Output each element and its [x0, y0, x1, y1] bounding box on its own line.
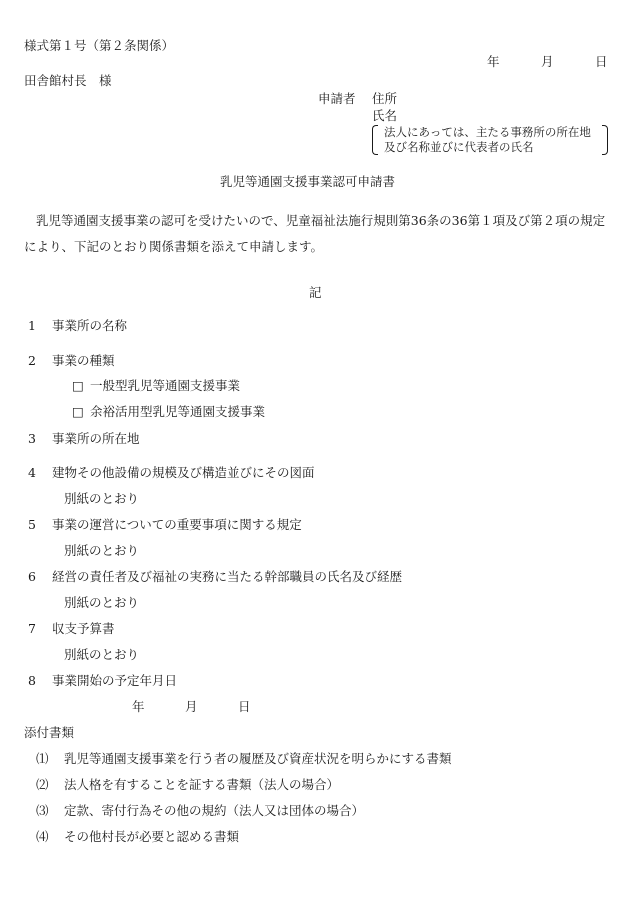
item-1-label: 事業所の名称 [52, 318, 128, 333]
start-date-day: 日 [238, 699, 251, 714]
item-7-number: 7 [28, 621, 36, 636]
name-label: 氏名 [372, 108, 398, 123]
attachments-heading: 添付書類 [24, 725, 75, 740]
date-year-label: 年 [487, 54, 500, 69]
applicant-label: 申請者 [318, 91, 356, 106]
attachment-1-label: 乳児等通園支援事業を行う者の履歴及び資産状況を明らかにする書類 [64, 751, 452, 766]
item-6-note: 別紙のとおり [64, 595, 140, 610]
item-1-number: 1 [28, 318, 36, 333]
attachment-1-number: ⑴ [36, 751, 49, 766]
item-5-label: 事業の運営についての重要事項に関する規定 [52, 517, 302, 532]
item-8-label: 事業開始の予定年月日 [52, 673, 178, 688]
date-day-label: 日 [595, 54, 608, 69]
checkbox-icon[interactable]: □ [72, 404, 84, 419]
item-7-note: 別紙のとおり [64, 647, 140, 662]
item-2-number: 2 [28, 353, 36, 368]
item-2-label: 事業の種類 [52, 353, 115, 368]
item-7-label: 収支予算書 [52, 621, 115, 636]
item-4-label: 建物その他設備の規模及び構造並びにその図面 [52, 465, 315, 480]
form-number: 様式第１号（第２条関係） [24, 38, 175, 53]
address-label: 住所 [372, 91, 398, 106]
addressee: 田舎館村長 様 [24, 73, 112, 88]
left-bracket [372, 125, 378, 155]
item-3-label: 事業所の所在地 [52, 431, 140, 446]
attachment-3-label: 定款、寄付行為その他の規約（法人又は団体の場合） [64, 803, 365, 818]
item-4-note: 別紙のとおり [64, 491, 140, 506]
item-5-number: 5 [28, 517, 36, 532]
checkbox-icon[interactable]: □ [72, 378, 84, 393]
document-title: 乳児等通園支援事業認可申請書 [220, 174, 396, 189]
date-month-label: 月 [541, 54, 554, 69]
item-8-number: 8 [28, 673, 36, 688]
item-3-number: 3 [28, 431, 36, 446]
start-date-year: 年 [132, 699, 145, 714]
corporate-note [372, 125, 608, 155]
corporate-note-line1: 法人にあっては、主たる事務所の所在地 [384, 125, 591, 139]
item-4-number: 4 [28, 465, 36, 480]
attachment-2-number: ⑵ [36, 777, 49, 792]
business-type-surplus: 余裕活用型乳児等通園支援事業 [90, 404, 266, 419]
item-6-label: 経営の責任者及び福祉の実務に当たる幹部職員の氏名及び経歴 [52, 569, 403, 584]
attachment-3-number: ⑶ [36, 803, 49, 818]
attachment-4-label: その他村長が必要と認める書類 [64, 829, 240, 844]
business-type-general: 一般型乳児等通園支援事業 [90, 378, 241, 393]
attachment-4-number: ⑷ [36, 829, 49, 844]
ki-heading: 記 [309, 285, 322, 300]
body-text: 乳児等通園支援事業の認可を受けたいので、児童福祉法施行規則第36条の36第１項及び第２項の規定により、下記のとおり関係書類を添えて申請します。 [24, 213, 606, 254]
right-bracket [602, 125, 608, 155]
item-5-note: 別紙のとおり [64, 543, 140, 558]
item-6-number: 6 [28, 569, 36, 584]
start-date-month: 月 [185, 699, 198, 714]
attachment-2-label: 法人格を有することを証する書類（法人の場合） [64, 777, 340, 792]
corporate-note-line2: 及び名称並びに代表者の氏名 [384, 140, 534, 154]
